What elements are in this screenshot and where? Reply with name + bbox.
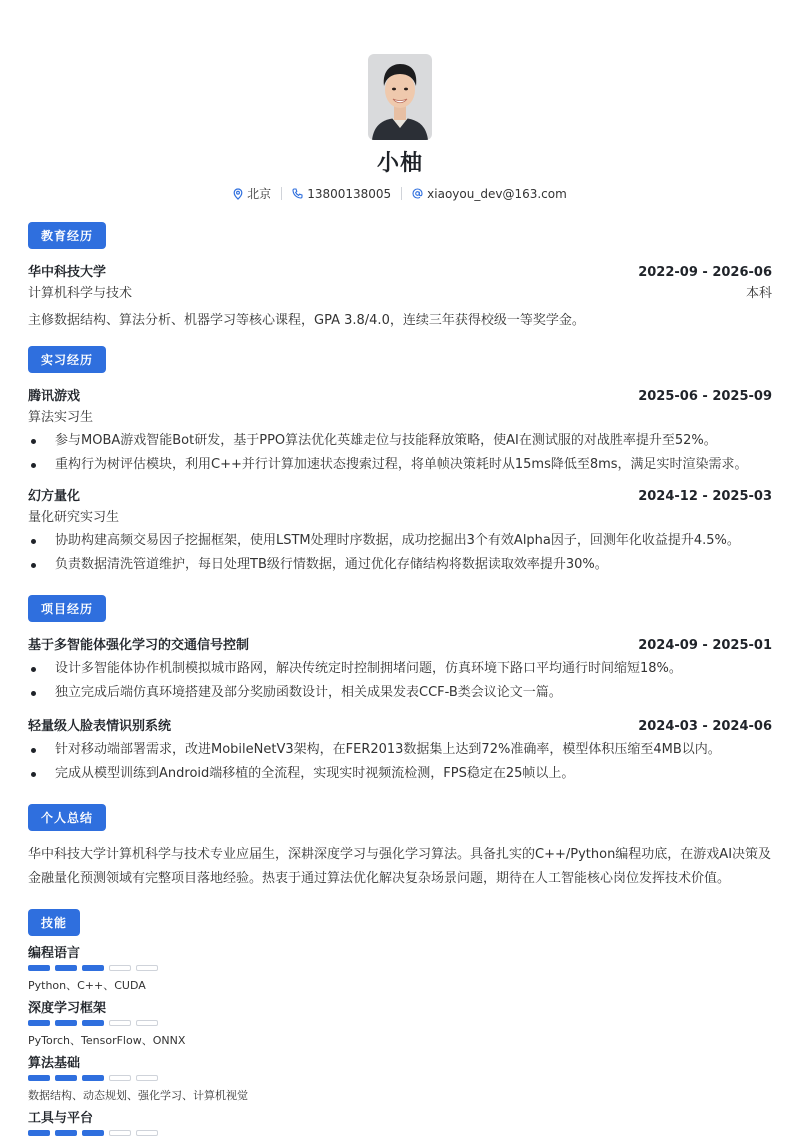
project-name: 基于多智能体强化学习的交通信号控制: [28, 638, 250, 653]
skill-level-segment-empty: [109, 1020, 131, 1026]
company-name: 腾讯游戏: [28, 389, 81, 404]
contact-phone-text: 13800138005: [307, 186, 392, 201]
skill-level-segment-filled: [55, 965, 77, 971]
skill-level-segment-empty: [109, 1075, 131, 1081]
education-sub-row: [28, 282, 772, 301]
project-header-row: [28, 715, 772, 734]
section-title-summary: 个人总结: [28, 804, 106, 831]
bullet-item: 重构行为树评估模块，利用C++并行计算加速状态搜索过程，将单帧决策耗时从15ms降低至8ms，满足实时渲染需求。: [28, 453, 772, 477]
skill-item: [28, 942, 772, 993]
section-title-internship: 实习经历: [28, 346, 106, 373]
major: 计算机科学与技术: [28, 286, 133, 301]
candidate-name: 小柚: [376, 151, 423, 176]
internship-role: 算法实习生: [28, 410, 94, 425]
skill-level-bar: [28, 1130, 772, 1136]
school-name: 华中科技大学: [28, 265, 107, 280]
contact-location-text: 北京: [247, 187, 272, 201]
skill-level-bar: [28, 965, 772, 971]
skill-level-segment-filled: [55, 1130, 77, 1136]
bullet-item: 针对移动端部署需求，改进MobileNetV3架构，在FER2013数据集上达到72%准确率，模型体积压缩至4MB以内。: [28, 738, 772, 762]
skill-level-segment-filled: [28, 965, 50, 971]
skill-name: 算法基础: [28, 1056, 81, 1071]
summary-section: [28, 804, 772, 891]
education-section: [28, 222, 772, 328]
resume-header: [28, 0, 772, 202]
internship-header-row: [28, 385, 772, 404]
skill-name: 编程语言: [28, 946, 81, 961]
company-name: 幻方量化: [28, 489, 81, 504]
degree: 本科: [745, 286, 772, 301]
at-sign-icon: [412, 188, 423, 199]
skill-level-segment-filled: [82, 965, 104, 971]
internship-dates: 2025-06 - 2025-09: [638, 389, 772, 404]
project-item: [28, 715, 772, 786]
phone-icon: [292, 188, 303, 199]
education-dates: 2022-09 - 2026-06: [638, 265, 772, 280]
project-dates: 2024-09 - 2025-01: [638, 638, 772, 653]
skill-item: [28, 997, 772, 1048]
skills-list: [28, 942, 772, 1136]
skill-level-segment-filled: [55, 1020, 77, 1026]
contact-email[interactable]: [402, 187, 577, 201]
skill-level-segment-filled: [82, 1075, 104, 1081]
contact-line: [28, 185, 772, 202]
skill-level-segment-filled: [28, 1075, 50, 1081]
avatar: [368, 54, 432, 140]
internship-section: [28, 346, 772, 577]
contact-phone[interactable]: [282, 187, 401, 201]
skill-item: [28, 1052, 772, 1103]
skill-level-segment-filled: [82, 1020, 104, 1026]
project-bullets: [28, 657, 772, 705]
skill-level-segment-filled: [28, 1130, 50, 1136]
internship-bullets: [28, 529, 772, 577]
bullet-item: 参与MOBA游戏智能Bot研发，基于PPO算法优化英雄走位与技能释放策略，使AI在测试服的对战胜率提升至52%。: [28, 429, 772, 453]
internship-item: [28, 385, 772, 477]
skill-detail: PyTorch、TensorFlow、ONNX: [28, 1034, 186, 1047]
skill-level-bar: [28, 1075, 772, 1081]
section-title-education: 教育经历: [28, 222, 106, 249]
contact-location: [223, 185, 281, 202]
bullet-item: 负责数据清洗管道维护，每日处理TB级行情数据，通过优化存储结构将数据读取效率提升30%。: [28, 553, 772, 577]
skill-detail: Python、C++、CUDA: [28, 979, 146, 992]
contact-email-text: xiaoyou_dev@163.com: [427, 186, 567, 201]
skill-name: 深度学习框架: [28, 1001, 107, 1016]
skill-level-segment-empty: [109, 965, 131, 971]
bullet-item: 设计多智能体协作机制模拟城市路网，解决传统定时控制拥堵问题，仿真环境下路口平均通行时间缩短18%。: [28, 657, 772, 681]
skill-level-segment-empty: [136, 1130, 158, 1136]
skill-level-segment-filled: [82, 1130, 104, 1136]
bullet-item: 独立完成后端仿真环境搭建及部分奖励函数设计，相关成果发表CCF-B类会议论文一篇。: [28, 681, 772, 705]
bullet-item: 完成从模型训练到Android端移植的全流程，实现实时视频流检测，FPS稳定在25帧以上。: [28, 762, 772, 786]
skill-level-segment-empty: [109, 1130, 131, 1136]
skill-level-segment-empty: [136, 1020, 158, 1026]
skill-level-bar: [28, 1020, 772, 1026]
internship-item: [28, 485, 772, 577]
project-item: [28, 634, 772, 705]
internship-bullets: [28, 429, 772, 477]
skill-name: 工具与平台: [28, 1111, 94, 1126]
education-header-row: [28, 261, 772, 280]
section-title-skills: 技能: [28, 909, 80, 936]
skill-detail: 数据结构、动态规划、强化学习、计算机视觉: [28, 1089, 248, 1102]
internship-header-row: [28, 485, 772, 504]
skill-level-segment-filled: [55, 1075, 77, 1081]
project-dates: 2024-03 - 2024-06: [638, 719, 772, 734]
bullet-item: 协助构建高频交易因子挖掘框架，使用LSTM处理时序数据，成功挖掘出3个有效Alpha因子，回测年化收益提升4.5%。: [28, 529, 772, 553]
section-title-projects: 项目经历: [28, 595, 106, 622]
skill-level-segment-filled: [28, 1020, 50, 1026]
skill-item: [28, 1107, 772, 1136]
project-header-row: [28, 634, 772, 653]
skills-section: [28, 909, 772, 1136]
education-description: 主修数据结构、算法分析、机器学习等核心课程，GPA 3.8/4.0，连续三年获得校级一等奖学金。: [28, 313, 585, 328]
project-section: [28, 595, 772, 786]
internship-dates: 2024-12 - 2025-03: [638, 489, 772, 504]
skill-level-segment-empty: [136, 1075, 158, 1081]
summary-text: 华中科技大学计算机科学与技术专业应届生，深耕深度学习与强化学习算法。具备扎实的C++/Python编程功底，在游戏AI决策及金融量化预测领域有完整项目落地经验。热衷于通过算法优化解决复杂场景问题，期待在人工智能核心岗位发挥技术价值。: [28, 847, 772, 886]
skill-level-segment-empty: [136, 965, 158, 971]
internship-role: 量化研究实习生: [28, 510, 120, 525]
project-bullets: [28, 738, 772, 786]
location-pin-icon: [233, 188, 243, 200]
project-name: 轻量级人脸表情识别系统: [28, 719, 172, 734]
